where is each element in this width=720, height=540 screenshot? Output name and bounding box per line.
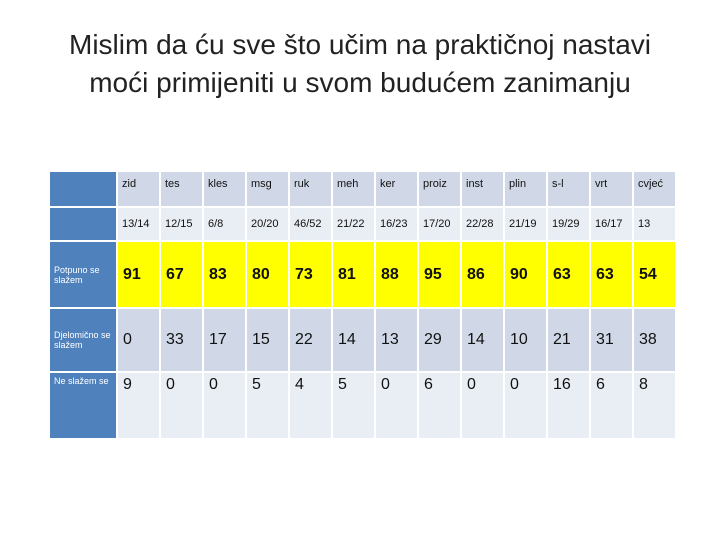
value-cell: 8 xyxy=(633,372,676,439)
fraction-row-label xyxy=(49,207,117,241)
slide-title-line-1: Mislim da ću sve što učim na praktičnoj nastavi xyxy=(69,29,651,60)
table-row xyxy=(49,372,676,439)
value-cell: 95 xyxy=(418,241,461,308)
value-cell: 14 xyxy=(332,308,375,372)
column-header: zid xyxy=(117,171,160,207)
fraction-cell: 13/14 xyxy=(117,207,160,241)
value-cell: 22 xyxy=(289,308,332,372)
column-header: plin xyxy=(504,171,547,207)
fraction-cell: 21/19 xyxy=(504,207,547,241)
value-cell: 0 xyxy=(375,372,418,439)
column-header: inst xyxy=(461,171,504,207)
value-cell: 90 xyxy=(504,241,547,308)
fraction-cell: 46/52 xyxy=(289,207,332,241)
value-cell: 73 xyxy=(289,241,332,308)
value-cell: 6 xyxy=(418,372,461,439)
column-header: meh xyxy=(332,171,375,207)
column-header: cvjeć xyxy=(633,171,676,207)
column-header: vrt xyxy=(590,171,633,207)
value-cell: 0 xyxy=(504,372,547,439)
fraction-cell: 13 xyxy=(633,207,676,241)
value-cell: 21 xyxy=(547,308,590,372)
row-label: Ne slažem se xyxy=(49,372,117,439)
fraction-cell: 22/28 xyxy=(461,207,504,241)
table-row xyxy=(49,308,676,372)
value-cell: 16 xyxy=(547,372,590,439)
value-cell: 54 xyxy=(633,241,676,308)
fraction-cell: 17/20 xyxy=(418,207,461,241)
value-cell: 80 xyxy=(246,241,289,308)
table-row xyxy=(49,241,676,308)
value-cell: 17 xyxy=(203,308,246,372)
slide-title-line-2: moći primijeniti u svom budućem zanimanju xyxy=(89,67,631,98)
header-corner-cell xyxy=(49,171,117,207)
value-cell: 0 xyxy=(461,372,504,439)
value-cell: 15 xyxy=(246,308,289,372)
survey-table xyxy=(48,170,677,440)
value-cell: 91 xyxy=(117,241,160,308)
fraction-cell: 21/22 xyxy=(332,207,375,241)
fraction-cell: 19/29 xyxy=(547,207,590,241)
value-cell: 38 xyxy=(633,308,676,372)
value-cell: 14 xyxy=(461,308,504,372)
value-cell: 0 xyxy=(203,372,246,439)
value-cell: 33 xyxy=(160,308,203,372)
fraction-cell: 12/15 xyxy=(160,207,203,241)
value-cell: 5 xyxy=(246,372,289,439)
value-cell: 29 xyxy=(418,308,461,372)
value-cell: 0 xyxy=(117,308,160,372)
value-cell: 88 xyxy=(375,241,418,308)
column-header: s-l xyxy=(547,171,590,207)
value-cell: 86 xyxy=(461,241,504,308)
row-label: Potpuno se slažem xyxy=(49,241,117,308)
column-header: ruk xyxy=(289,171,332,207)
slide-title xyxy=(20,26,700,102)
fraction-cell: 16/17 xyxy=(590,207,633,241)
row-label: Djelomično se slažem xyxy=(49,308,117,372)
column-header: tes xyxy=(160,171,203,207)
fraction-cell: 6/8 xyxy=(203,207,246,241)
value-cell: 6 xyxy=(590,372,633,439)
value-cell: 13 xyxy=(375,308,418,372)
column-header: kles xyxy=(203,171,246,207)
value-cell: 10 xyxy=(504,308,547,372)
value-cell: 4 xyxy=(289,372,332,439)
header-row xyxy=(49,171,676,207)
value-cell: 81 xyxy=(332,241,375,308)
column-header: ker xyxy=(375,171,418,207)
value-cell: 67 xyxy=(160,241,203,308)
value-cell: 5 xyxy=(332,372,375,439)
fraction-row xyxy=(49,207,676,241)
value-cell: 31 xyxy=(590,308,633,372)
value-cell: 63 xyxy=(547,241,590,308)
column-header: proiz xyxy=(418,171,461,207)
value-cell: 63 xyxy=(590,241,633,308)
fraction-cell: 16/23 xyxy=(375,207,418,241)
column-header: msg xyxy=(246,171,289,207)
fraction-cell: 20/20 xyxy=(246,207,289,241)
value-cell: 0 xyxy=(160,372,203,439)
value-cell: 83 xyxy=(203,241,246,308)
value-cell: 9 xyxy=(117,372,160,439)
